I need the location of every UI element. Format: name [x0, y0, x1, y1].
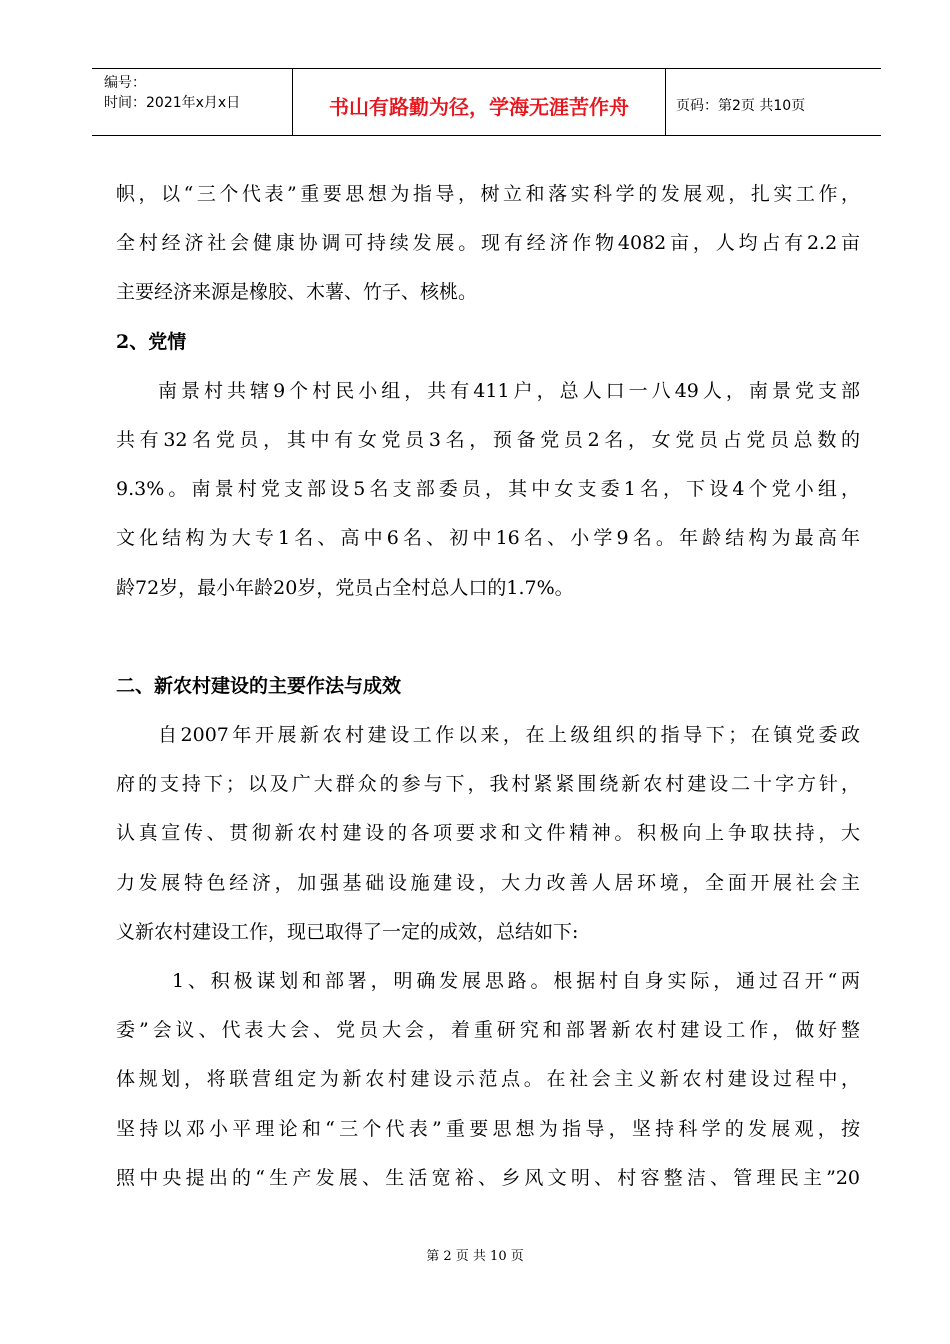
- paragraph-line: 龄72岁，最小年龄20岁，党员占全村总人口的1.7%。: [116, 576, 574, 599]
- paragraph-line: 力发展特色经济，加强基础设施建设，大力改善人居环境，全面开展社会主: [116, 871, 860, 894]
- paragraph-line: 帜，以“三个代表”重要思想为指导，树立和落实科学的发展观，扎实工作，: [116, 183, 860, 205]
- paragraph-line: 坚持以邓小平理论和“三个代表”重要思想为指导，坚持科学的发展观，按: [116, 1117, 860, 1140]
- page-footer: 第 2 页 共 10 页: [426, 1249, 524, 1264]
- section-heading: 二、新农村建设的主要作法与成效: [116, 674, 402, 697]
- paragraph-line: 文化结构为大专1名、高中6名、初中16名、小学9名。年龄结构为最高年: [116, 527, 860, 550]
- page-header: [92, 68, 881, 136]
- paragraph-line: 体规划，将联营组定为新农村建设示范点。在社会主义新农村建设过程中，: [116, 1068, 860, 1091]
- header-divider: [665, 69, 666, 135]
- paragraph-line: 主要经济来源是橡胶、木薯、竹子、核桃。: [116, 281, 478, 304]
- paragraph-line: 义新农村建设工作，现已取得了一定的成效，总结如下:: [116, 920, 579, 943]
- section-heading: 2、党情: [116, 330, 187, 353]
- paragraph-line: 自2007年开展新农村建设工作以来，在上级组织的指导下；在镇党委政: [158, 724, 860, 747]
- blank-line: [116, 613, 860, 662]
- header-motto: 书山有路勤为径，学海无涯苦作舟: [329, 95, 629, 119]
- paragraph-line: 照中央提出的“生产发展、生活宽裕、乡风文明、村容整洁、管理民主”20: [116, 1166, 860, 1189]
- header-time-label: 时间：2021年x月x日: [104, 95, 241, 111]
- paragraph-line: 南景村共辖9个村民小组，共有411户，总人口一八49人，南景党支部: [158, 379, 860, 402]
- paragraph-line: 共有32名党员，其中有女党员3名，预备党员2名，女党员占党员总数的: [116, 428, 860, 451]
- header-meta: [104, 73, 240, 113]
- paragraph-line: 府的支持下；以及广大群众的参与下，我村紧紧围绕新农村建设二十字方针，: [116, 773, 860, 796]
- paragraph-line: 委”会议、代表大会、党员大会，着重研究和部署新农村建设工作，做好整: [116, 1019, 860, 1042]
- paragraph-line: 9.3%。南景村党支部设5名支部委员，其中女支委1名，下设4个党小组，: [116, 478, 860, 501]
- paragraph-line: 认真宣传、贯彻新农村建设的各项要求和文件精神。积极向上争取扶持，大: [116, 822, 860, 845]
- header-number-label: 编号：: [104, 75, 146, 91]
- document-body: [116, 170, 860, 1203]
- header-page-label: 页码：第2页 共10页: [676, 98, 806, 114]
- paragraph-line: 1、积极谋划和部署，明确发展思路。根据村自身实际，通过召开“两: [172, 970, 860, 992]
- paragraph-line: 全村经济社会健康协调可持续发展。现有经济作物4082亩，人均占有2.2亩: [116, 232, 860, 255]
